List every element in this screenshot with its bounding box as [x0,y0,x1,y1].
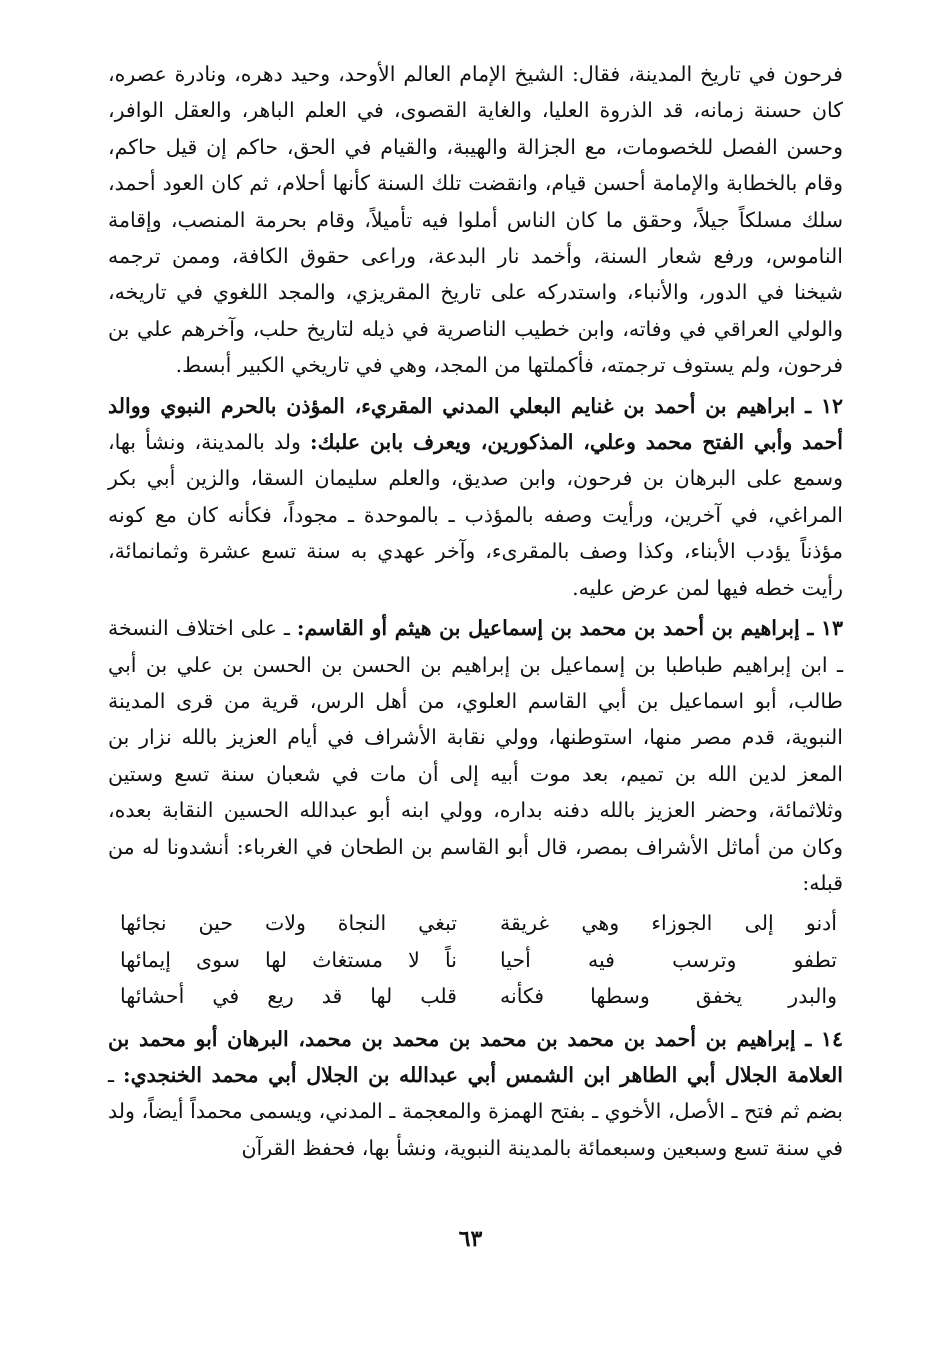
entry-heading: ١٤ ـ إبراهيم بن أحمد بن محمد بن محمد بن محمد بن محمد، البرهان أبو محمد بن العلامة الجلال أبي الطاهر ابن الشمس أبي عبدالله بن الجلال أبي محمد الخنجدي: [108,1026,843,1087]
verse-first-hemistich: أدنو إلى الجوزاء وهي غريقة [500,911,837,936]
poem-verses [108,905,843,1014]
page-number: ٦٣ [458,1226,483,1252]
entry-heading: ١٢ ـ ابراهيم بن أحمد بن غنايم البعلي المدني المقريء، المؤذن بالحرم النبوي ووالد أحمد وأبي الفتح محمد وعلي، المذكورين، ويعرف بابن علبك: [108,393,843,455]
verse-line [108,978,843,1014]
verse-second-hemistich: ناً لا مستغاث لها سوى إيمائها [120,947,457,972]
verse-first-hemistich: تطفو وترسب فيه أحيا [500,947,837,972]
verse-second-hemistich: قلب لها قد ريع في أحشائها [120,984,457,1009]
entry-14 [108,1021,843,1167]
entry-heading: ١٣ ـ إبراهيم بن أحمد بن محمد بن إسماعيل بن هيثم أو القاسم: [296,616,843,641]
entry-text: ولد بالمدينة، ونشأ بها، وسمع على البرهان بن فرحون، وابن صديق، والعلم سليمان السقا، والزين أبي بكر المراغي، في آخرين، ورأيت وصفه بالمؤذب ـ بالموحدة ـ مجوداً، فكأنه كان مع كونه مؤذناً يؤدب الأبناء، وكذا وصف بالمقرىء، وآخر عهدي به سنة تسع عشرة وثمانمائة، رأيت خطه فيها لمن عرض عليه. [108,430,843,600]
entry-text: ـ على اختلاف النسخة ـ ابن إبراهيم طباطبا بن إسماعيل بن إبراهيم بن الحسن بن الحسن بن علي بن أبي طالب، أبو اسماعيل بن أبي القاسم العلوي، من أهل الرس، قرية من قرى المدينة النبوية، قدم مصر منها، استوطنها، وولي نقابة الأشراف في أيام العزيز بالله نزار بن المعز لدين الله بن تميم، بعد موت أبيه إلى أن مات في شعبان سنة تسع وستين وثلاثمائة، وحضر العزيز بالله دفنه بداره، وولي ابنه أبو عبدالله الحسين النقابة بعده، وكان من أماثل الأشراف بمصر، قال أبو القاسم بن الطحان في الغرباء: أنشدونا له من قبله: [108,616,843,895]
page-body [108,56,843,1170]
paragraph-text: فرحون في تاريخ المدينة، فقال: الشيخ الإمام العالم الأوحد، وحيد دهره، ونادرة عصره، كان حسنة زمانه، قد الذروة العليا، والغاية القصوى، في العلم الباهر، والعقل الوافر، وحسن الفصل للخصومات، مع الجزالة والهيبة، والقيام في الحق، حاكم إن قيل حاكم، وقام بالخطابة والإمامة أحسن قيام، وانقضت تلك السنة كأنها أحلام، ثم كان العود أحمد، سلك مسلكاً جيلاً، وحقق ما كان الناس أملوا فيه تأميلاً، وقام بحرمة المنصب، وإقامة الناموس، ورفع شعار السنة، وأخمد نار البدعة، وراعى حقوق الكافة، وممن ترجمه شيخنا في الدور، والأنباء، واستدركه على تاريخ المقريزي، والمجد اللغوي في تاريخه، والولي العراقي في وفاته، وابن خطيب الناصرية في ذيله لتاريخ حلب، وآخرهم علي بن فرحون، ولم يستوف ترجمته، فأكملتها من المجد، وهي في تاريخي الكبير أبسط. [108,62,843,378]
verse-first-hemistich: والبدر يخفق وسطها فكأنه [500,984,837,1009]
entry-12 [108,388,843,606]
verse-line [108,942,843,978]
entry-13 [108,610,843,901]
entry-text: ـ بضم ثم فتح ـ الأصل، الأخوي ـ بفتح الهمزة والمعجمة ـ المدني، ويسمى محمداً أيضاً، ولد في سنة تسع وسبعين وسبعمائة بالمدينة النبوية، ونشأ بها، فحفظ القرآن [108,1062,843,1160]
paragraph-continuation [108,56,843,384]
verse-line [108,905,843,941]
verse-second-hemistich: تبغي النجاة ولات حين نجائها [120,911,457,936]
